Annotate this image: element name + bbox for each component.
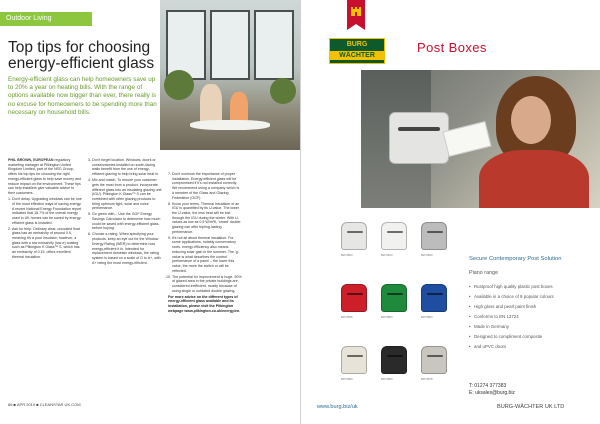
brand-logo bbox=[329, 38, 385, 64]
feature-list bbox=[469, 282, 593, 352]
product-code: BW 8878 bbox=[421, 377, 433, 381]
product-code: BW 8836 bbox=[341, 315, 353, 319]
intro-text: regulatory marketing manager at Pilkington United Kingdom Limited, part of the NSG Group, offers his top tips for choosing the right energy-efficient glass to help save money and reduce impact on the environment. These tips can help installers give valuable advice to their customers. bbox=[8, 158, 82, 195]
postbox-slot bbox=[347, 231, 363, 233]
window-pane bbox=[210, 10, 250, 80]
article-standfirst: Energy-efficient glass can help homeowners save up to 20% a year on heating bills. With the range of options available now bigger than ever, there really is no excuse for homeowners to be spending more than necessary on household bills. bbox=[8, 76, 157, 116]
article-column-1 bbox=[8, 158, 82, 261]
tip-item: 9. It's not all about thermal insulation. For some applications, notably conservatory roofs, energy-efficiency also means reducing solar gain in the summer. The 'g'-value is what describes the control performance of a panel – the lower this value, the more the switch or will be reflected. bbox=[172, 236, 242, 274]
feature-item: • and uPVC doors bbox=[469, 342, 593, 352]
tip-item: 8. Know your terms. Thermal insulation of an IGU is quantified by its U-value. The lower the U-value, the less heat will be lost through the IGU during the winter. With U-values as low as 0.9 W/m²K, 'smart' double glazing can offer tripling-lasting performance. bbox=[172, 202, 242, 235]
postbox-slot bbox=[387, 293, 403, 295]
ad-tagline: Secure Contemporary Post Solution bbox=[469, 256, 562, 262]
feature-item: • Designed to compliment composite bbox=[469, 332, 593, 342]
byline: PHIL BROWN, EUROPEAN bbox=[8, 158, 54, 162]
contact-block bbox=[469, 383, 515, 397]
conservatory-photo bbox=[160, 0, 300, 150]
postbox-body bbox=[381, 222, 407, 250]
tip-item: 2. Ask for help. Ordinary clear, uncoated float glass has an emissivity of around 0.9, meaning it's a poor insulator; however, a glass with a low emissivity (low-e) coating such as Pilkington K Glass™ S, which has an emissivity of 0.15, offers excellent thermal insulation. bbox=[12, 227, 82, 260]
window-pane bbox=[254, 10, 294, 80]
postbox-slot bbox=[387, 231, 403, 233]
article-column-3 bbox=[168, 172, 242, 315]
postbox-product bbox=[421, 346, 447, 381]
feature-item: • Made in Germany bbox=[469, 322, 593, 332]
letter-slot bbox=[398, 127, 440, 131]
feature-item: • Rustproof high quality plastic post boxes bbox=[469, 282, 593, 292]
product-code: BW 8803 bbox=[341, 253, 353, 257]
article-footnote: For more advice on the different types of energy-efficient glass available and its installation, please visit the Pilkington webpage www.pilkington.co.uk/energy/en. bbox=[168, 294, 241, 313]
face-shape bbox=[511, 96, 551, 144]
tip-item: 6. Choose a rating. When specifying your products, keep an eye out for the Window Energy Rating (WER) to determine how energy-efficient it is. Intended for replacement domestic windows, the rating system is based on a scale of G to A+, with A+ being the most energy-efficient. bbox=[92, 232, 162, 265]
logo-line-2: WÄCHTER bbox=[330, 51, 384, 60]
product-code: BW 8894 bbox=[341, 377, 353, 381]
footer-company: BURG-WÄCHTER UK LTD bbox=[497, 404, 565, 410]
product-code: BW 8853 bbox=[381, 315, 393, 319]
feature-item: • High gloss and pearl paint finish bbox=[469, 302, 593, 312]
footer-url[interactable]: www.burg.biz/uk bbox=[317, 404, 358, 410]
tip-item: 4. Mix and match. To ensure your customer gets the most from a product, incorporate different glass into an insulating glazing unit (IGU). Pilkington K Glass™ S can be combined with other glazing products to bring optimum light, solar and noise performance. bbox=[92, 178, 162, 211]
postbox-photo bbox=[361, 70, 600, 208]
postbox-body bbox=[421, 284, 447, 312]
article-headline: Top tips for choosing energy-efficient glass bbox=[8, 39, 155, 72]
postbox-product bbox=[381, 222, 407, 257]
ad-title: Post Boxes bbox=[417, 40, 487, 55]
article-column-2 bbox=[88, 158, 162, 267]
postbox-product bbox=[421, 222, 447, 257]
postbox-slot bbox=[427, 293, 443, 295]
postbox-body bbox=[381, 284, 407, 312]
page-folio: 86 ■ APR 2019 ■ CLEANSTAR UK.COM bbox=[8, 402, 81, 407]
postbox-slot bbox=[347, 293, 363, 295]
tip-item: 5. Go green with... Use the GGF Energy Savings Calculator to determine how much could be saved with energy-efficient glass, before buying. bbox=[92, 212, 162, 231]
logo-line-1: BURG bbox=[346, 41, 368, 48]
postbox-body bbox=[341, 284, 367, 312]
range-heading: Piano range bbox=[469, 270, 499, 276]
postbox-body bbox=[341, 346, 367, 374]
product-code: BW 8863 bbox=[421, 315, 433, 319]
postbox-body bbox=[421, 222, 447, 250]
plant-shape bbox=[164, 70, 194, 100]
letter-shape bbox=[443, 121, 492, 157]
postbox-product bbox=[421, 284, 447, 319]
product-code: BW 8860 bbox=[381, 377, 393, 381]
postbox-body bbox=[381, 346, 407, 374]
contact-phone: T: 01274 377383 bbox=[469, 383, 507, 389]
person-shape bbox=[200, 84, 222, 124]
postbox-slot bbox=[427, 231, 443, 233]
postbox-product bbox=[381, 346, 407, 381]
castle-icon bbox=[350, 6, 362, 16]
tip-item: 3. Don't forget location. Windows, doors or conservatories installed on south-facing walls benefit from the use of energy-efficient glazing to help bring solar heat in. bbox=[92, 158, 162, 177]
plant-shape bbox=[270, 78, 296, 104]
contact-email: E: uksales@burg.biz bbox=[469, 390, 515, 396]
tip-item: 10. The potential for improvement is huge. 90% of glazed area in the private buildings are considered inefficient, mostly because of using single or outdated double glazing. bbox=[172, 275, 242, 294]
tip-item: 7. Don't overlook the importance of proper installation. Energy-efficient glass will be compromised if it's not installed correctly. We recommend using a company which is a member of the Glass and Glazing Federation (GGF). bbox=[172, 172, 242, 200]
postbox-slot bbox=[347, 355, 363, 357]
postbox-body bbox=[421, 346, 447, 374]
product-code: BW 8833 bbox=[421, 253, 433, 257]
postbox-product bbox=[341, 346, 367, 381]
postbox-product bbox=[381, 284, 407, 319]
product-code: BW 8813 bbox=[381, 253, 393, 257]
postbox-shape bbox=[389, 112, 449, 164]
postbox-product bbox=[341, 284, 367, 319]
postbox-body bbox=[341, 222, 367, 250]
right-page bbox=[300, 0, 600, 424]
postbox-slot bbox=[427, 355, 443, 357]
table-shape bbox=[190, 120, 270, 130]
feature-item: • Conforms to EN 13724 bbox=[469, 312, 593, 322]
feature-item: • Available in a choice of 9 popular colours bbox=[469, 292, 593, 302]
section-label: Outdoor Living bbox=[0, 12, 92, 26]
postbox-product bbox=[341, 222, 367, 257]
tip-item: 1. Don't delay. Upgrading windows can be one of the most effective ways of saving energy. A recent National Energy Foundation report indicates that 18.7% of the overall energy used in UK homes can be saved by energy-efficient glass is installed. bbox=[12, 197, 82, 225]
postbox-slot bbox=[387, 355, 403, 357]
shirt-shape bbox=[479, 150, 589, 208]
